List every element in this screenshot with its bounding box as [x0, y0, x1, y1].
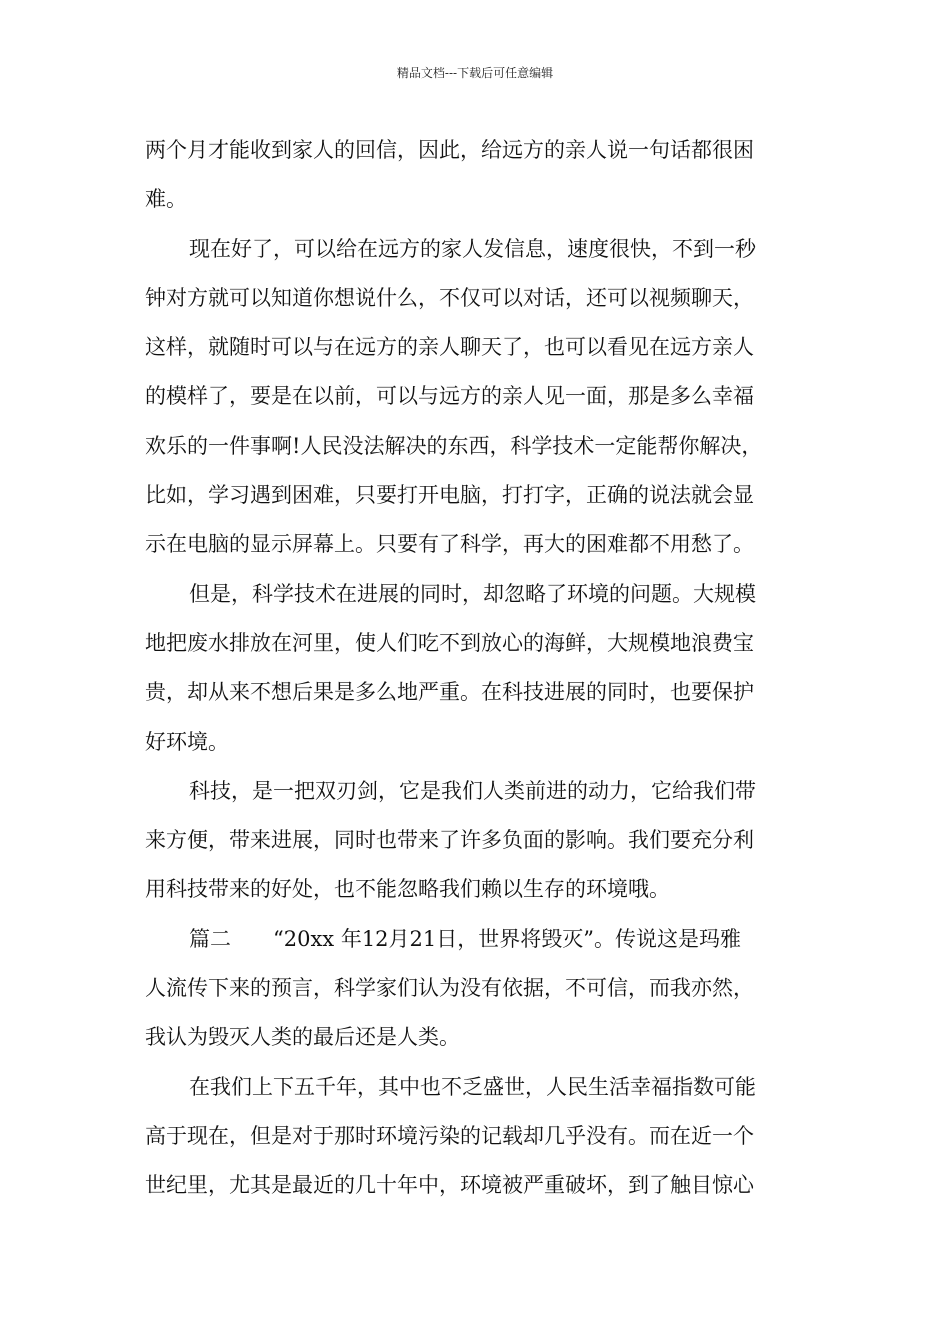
text-line: 比如，学习遇到困难，只要打开电脑，打打字，正确的说法就会显 [145, 483, 754, 508]
text-line: 人流传下来的预言，科学家们认为没有依据，不可信，而我亦然， [145, 976, 754, 1001]
paragraph-start-line: 现在好了，可以给在远方的家人发信息，速度很快，不到一秒 [189, 236, 756, 261]
text-line: 这样，就随时可以与在远方的亲人聊天了，也可以看见在远方亲人 [145, 335, 754, 360]
text-line: 好环境。 [145, 729, 229, 754]
text-line: 地把废水排放在河里，使人们吃不到放心的海鲜，大规模地浪费宝 [145, 630, 754, 655]
text-line: 用科技带来的好处，也不能忽略我们赖以生存的环境哦。 [145, 877, 670, 902]
paragraph-start-line: 篇二 “20xx 年12月21日，世界将毁灭”。传说这是玛雅 [189, 926, 741, 951]
text-line: 欢乐的一件事啊!人民没法解决的东西，科学技术一定能帮你解决， [145, 433, 763, 458]
text-line: 高于现在，但是对于那时环境污染的记载却几乎没有。而在近一个 [145, 1123, 754, 1148]
text-line: 钟对方就可以知道你想说什么，不仅可以对话，还可以视频聊天， [145, 285, 754, 310]
paragraph-start-line: 科技，是一把双刃剑，它是我们人类前进的动力，它给我们带 [189, 778, 756, 803]
text-line: 来方便，带来进展，同时也带来了许多负面的影响。我们要充分利 [145, 828, 754, 853]
text-line: 贵，却从来不想后果是多么地严重。在科技进展的同时，也要保护 [145, 680, 754, 705]
text-line: 的模样了，要是在以前，可以与远方的亲人见一面，那是多么幸福 [145, 384, 754, 409]
page-header: 精品文档---下载后可任意编辑 [396, 66, 554, 80]
text-line: 我认为毁灭人类的最后还是人类。 [145, 1025, 460, 1050]
text-line: 示在电脑的显示屏幕上。只要有了科学，再大的困难都不用愁了。 [145, 532, 754, 557]
paragraph-start-line: 但是，科学技术在进展的同时，却忽略了环境的问题。大规模 [189, 581, 756, 606]
document-body [145, 126, 807, 1211]
paragraph-start-line: 在我们上下五千年，其中也不乏盛世，人民生活幸福指数可能 [189, 1074, 756, 1099]
text-line: 难。 [145, 187, 187, 212]
text-line: 世纪里，尤其是最近的几十年中，环境被严重破坏，到了触目惊心 [145, 1173, 754, 1198]
text-line: 两个月才能收到家人的回信，因此，给远方的亲人说一句话都很困 [145, 138, 754, 162]
